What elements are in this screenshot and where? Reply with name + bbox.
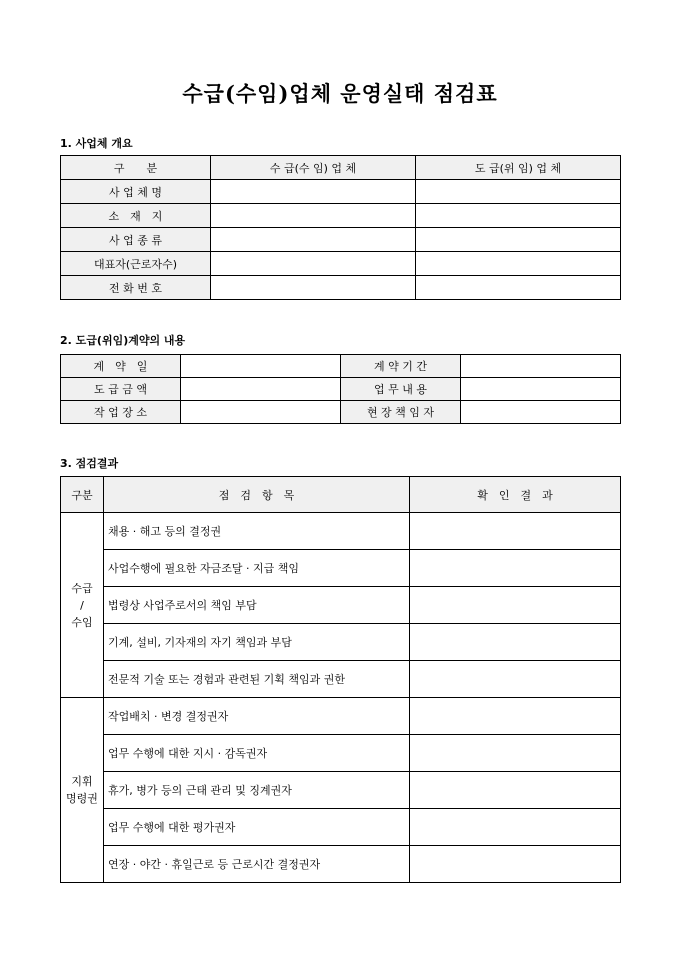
col-header-principal: 도 급(위 임) 업 체	[416, 156, 621, 180]
principal-company-name-cell[interactable]	[416, 180, 621, 204]
check-item: 작업배치 · 변경 결정권자	[104, 698, 410, 735]
col-header-contractor: 수 급(수 임) 업 체	[211, 156, 416, 180]
contract-amount-cell[interactable]	[181, 378, 341, 401]
col-header-check-item: 점 검 항 목	[104, 477, 410, 513]
check-item: 업무 수행에 대한 지시 · 감독권자	[104, 735, 410, 772]
col-header-group: 구분	[61, 477, 104, 513]
contractor-representative-cell[interactable]	[211, 252, 416, 276]
contract-details-table	[60, 354, 621, 424]
result-cell[interactable]	[410, 587, 621, 624]
result-cell[interactable]	[410, 809, 621, 846]
site-manager-cell[interactable]	[461, 401, 621, 424]
result-cell[interactable]	[410, 772, 621, 809]
result-cell[interactable]	[410, 661, 621, 698]
label-work-content: 업 무 내 용	[341, 378, 461, 401]
section-2-heading: 2. 도급(위임)계약의 내용	[60, 334, 186, 347]
contractor-business-type-cell[interactable]	[211, 228, 416, 252]
label-contract-period: 계 약 기 간	[341, 355, 461, 378]
principal-address-cell[interactable]	[416, 204, 621, 228]
principal-business-type-cell[interactable]	[416, 228, 621, 252]
label-contract-amount: 도 급 금 액	[61, 378, 181, 401]
label-site-manager: 현 장 책 임 자	[341, 401, 461, 424]
group-label-command	[61, 698, 104, 883]
col-header-category: 구 분	[61, 156, 211, 180]
inspection-results-table	[60, 476, 621, 883]
contract-period-cell[interactable]	[461, 355, 621, 378]
principal-phone-cell[interactable]	[416, 276, 621, 300]
check-item: 연장 · 야간 · 휴일근로 등 근로시간 결정권자	[104, 846, 410, 883]
contractor-address-cell[interactable]	[211, 204, 416, 228]
contractor-company-name-cell[interactable]	[211, 180, 416, 204]
group-label-line: 수급	[71, 581, 93, 595]
label-workplace: 작 업 장 소	[61, 401, 181, 424]
label-contract-date: 계 약 일	[61, 355, 181, 378]
page-title: 수급(수임)업체 운영실태 점검표	[182, 81, 498, 106]
check-item: 사업수행에 필요한 자금조달 · 지급 책임	[104, 550, 410, 587]
check-item: 기계, 설비, 기자재의 자기 책임과 부담	[104, 624, 410, 661]
group-label-contractor	[61, 513, 104, 698]
row-label-business-type: 사 업 종 류	[61, 228, 211, 252]
check-item: 법령상 사업주로서의 책임 부담	[104, 587, 410, 624]
section-3-heading: 3. 점검결과	[60, 457, 119, 470]
section-1-heading: 1. 사업체 개요	[60, 137, 133, 150]
result-cell[interactable]	[410, 550, 621, 587]
contractor-phone-cell[interactable]	[211, 276, 416, 300]
group-label-line: 지휘	[71, 775, 93, 788]
result-cell[interactable]	[410, 624, 621, 661]
company-overview-table	[60, 155, 621, 300]
group-label-line: 수임	[71, 615, 93, 629]
work-content-cell[interactable]	[461, 378, 621, 401]
row-label-representative: 대표자(근로자수)	[61, 252, 211, 276]
workplace-cell[interactable]	[181, 401, 341, 424]
group-label-line: 명령권	[66, 792, 98, 805]
group-label-line: /	[80, 598, 84, 612]
result-cell[interactable]	[410, 513, 621, 550]
row-label-company-name: 사 업 체 명	[61, 180, 211, 204]
check-item: 전문적 기술 또는 경험과 관련된 기획 책임과 권한	[104, 661, 410, 698]
result-cell[interactable]	[410, 846, 621, 883]
col-header-result: 확 인 결 과	[410, 477, 621, 513]
row-label-phone: 전 화 번 호	[61, 276, 211, 300]
check-item: 채용 · 해고 등의 결정권	[104, 513, 410, 550]
contract-date-cell[interactable]	[181, 355, 341, 378]
check-item: 업무 수행에 대한 평가권자	[104, 809, 410, 846]
check-item: 휴가, 병가 등의 근태 관리 및 징계권자	[104, 772, 410, 809]
row-label-address: 소 재 지	[61, 204, 211, 228]
principal-representative-cell[interactable]	[416, 252, 621, 276]
result-cell[interactable]	[410, 735, 621, 772]
result-cell[interactable]	[410, 698, 621, 735]
